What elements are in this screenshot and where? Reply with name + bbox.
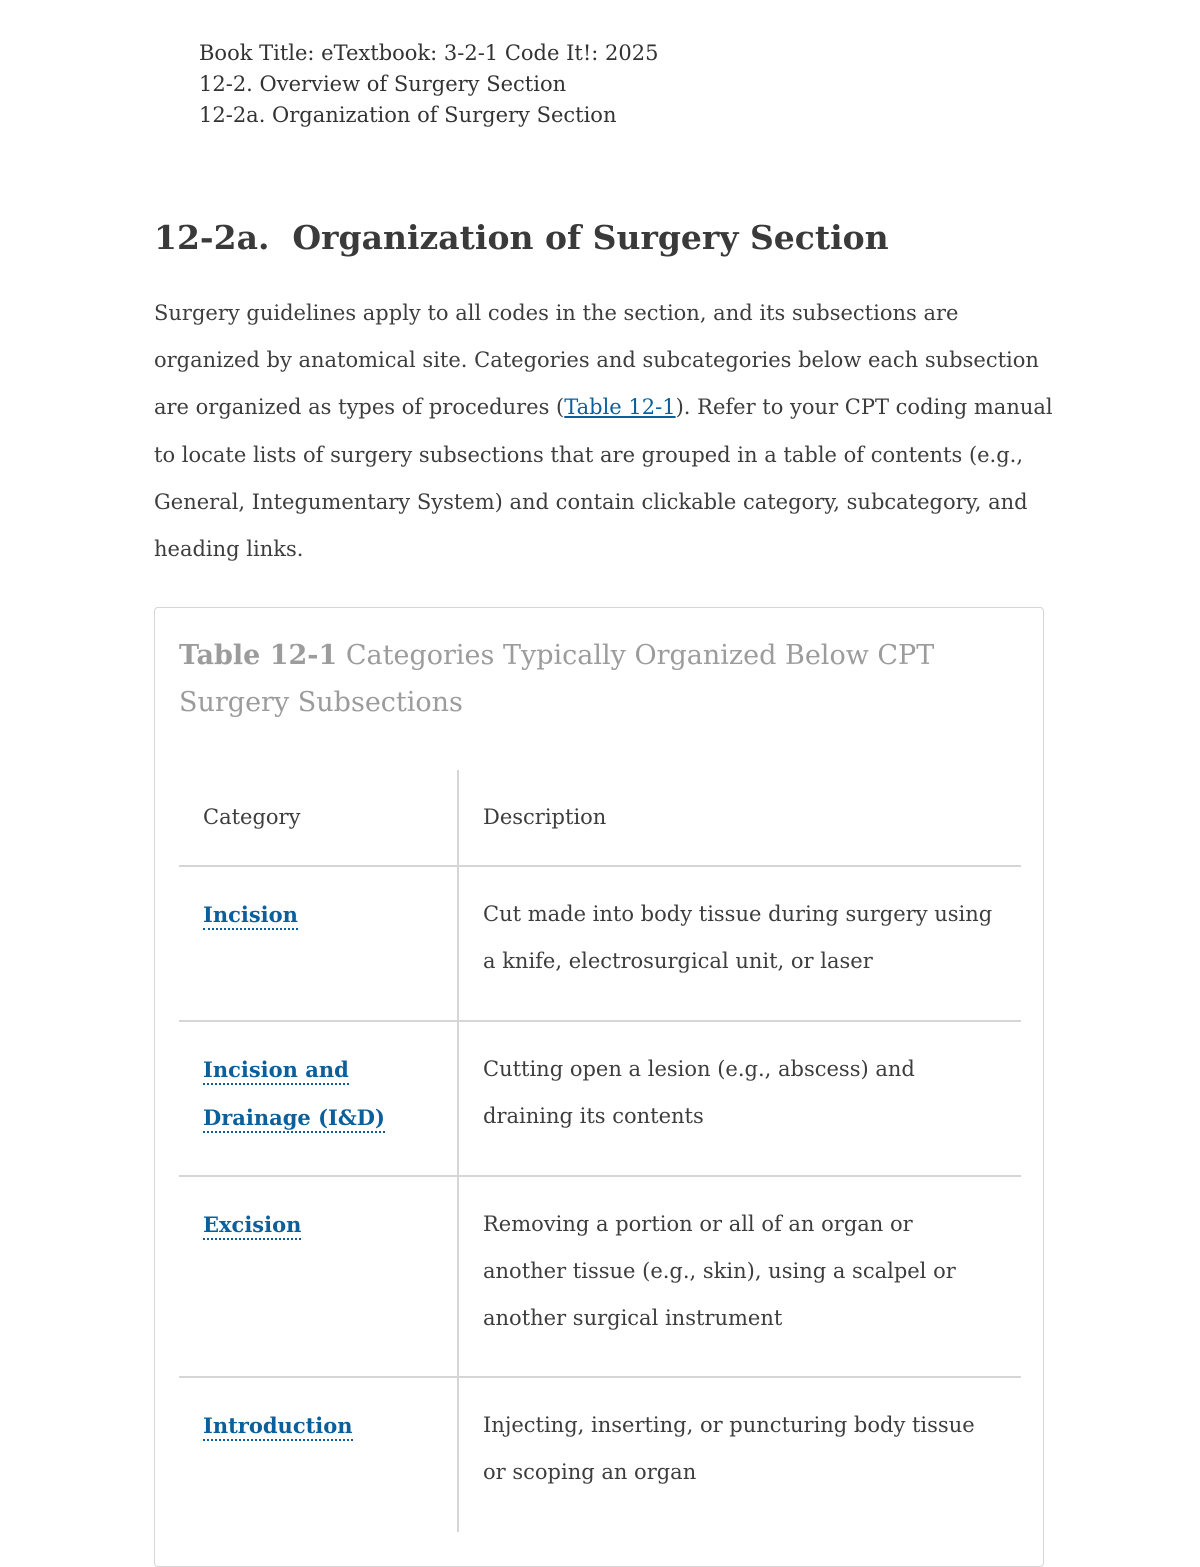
breadcrumb-section: 12-2a. Organization of Surgery Section — [199, 103, 617, 127]
term-excision[interactable]: Excision — [203, 1212, 301, 1240]
breadcrumb-chapter: 12-2. Overview of Surgery Section — [199, 72, 567, 96]
categories-table — [179, 770, 1021, 1532]
category-cell — [179, 1377, 458, 1532]
category-cell — [179, 1021, 458, 1176]
table-caption-label: Table 12-1 — [179, 640, 338, 671]
description-cell: Injecting, inserting, or puncturing body tissue or scoping an organ — [483, 1413, 975, 1484]
table-row — [179, 1021, 1021, 1176]
table-header-row — [179, 770, 1021, 866]
table-caption — [179, 632, 999, 726]
description-cell: Cut made into body tissue during surgery using a knife, electrosurgical unit, or laser — [458, 866, 1021, 1021]
category-cell — [179, 1176, 458, 1377]
table-row — [179, 866, 1021, 1021]
table-caption-text: Categories Typically Organized Below CPT Surgery Subsections — [179, 640, 935, 718]
header-description: Description — [458, 770, 1021, 866]
category-cell — [179, 866, 458, 1021]
table-row — [179, 1176, 1021, 1377]
breadcrumb-book-title: Book Title: eTextbook: 3-2-1 Code It!: 2025 — [199, 41, 659, 65]
term-incision-and-drainage[interactable]: Incision and Drainage (I&D) — [203, 1057, 385, 1133]
description-cell: Cutting open a lesion (e.g., abscess) and draining its contents — [458, 1021, 1021, 1176]
header-category: Category — [179, 770, 458, 866]
breadcrumb — [199, 38, 658, 131]
section-title: 12-2a. Organization of Surgery Section — [154, 218, 889, 257]
description-cell: Removing a portion or all of an organ or another tissue (e.g., skin), using a scalpel or another surgical instrument — [458, 1176, 1021, 1377]
table-row — [179, 1377, 1021, 1532]
table-12-1-link[interactable]: Table 12-1 — [564, 395, 676, 420]
term-introduction[interactable]: Introduction — [203, 1413, 353, 1441]
intro-text-start: Surgery guidelines apply to all codes in the section, and its subsections are organized by anatomical site. Categories and subcategories below each subsection are organized as types of procedures ( — [154, 301, 1039, 420]
table-wrapper — [179, 770, 1021, 1532]
intro-text-end: ). Refer to your CPT coding manual to locate lists of surgery subsections that are grouped in a table of contents (e.g., General, Integumentary System) and contain clickable category, subcategory, and heading links. — [154, 395, 1053, 562]
term-incision[interactable]: Incision — [203, 902, 298, 930]
table-container — [154, 607, 1044, 1567]
intro-paragraph — [154, 290, 1054, 573]
